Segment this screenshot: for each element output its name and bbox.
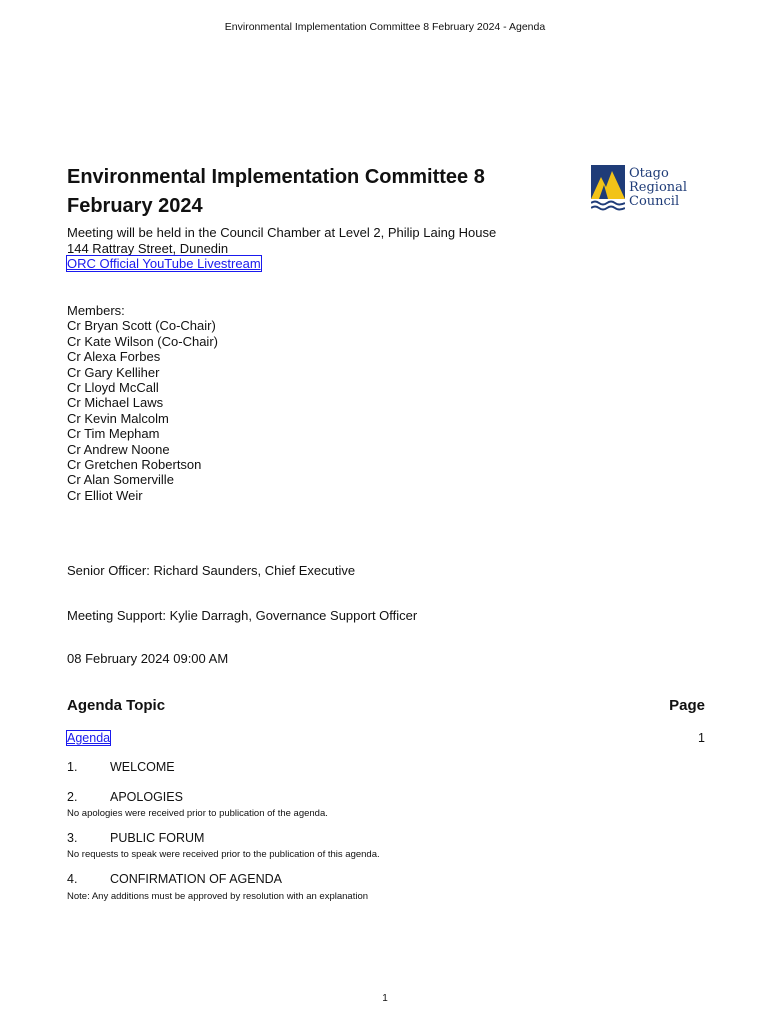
member-item: Cr Andrew Noone	[67, 441, 170, 457]
agenda-page-number: 1	[698, 731, 705, 745]
member-item: Cr Alexa Forbes	[67, 349, 161, 365]
agenda-item-title: CONFIRMATION OF AGENDA	[110, 872, 282, 886]
page-number: 1	[382, 993, 388, 1004]
meeting-support: Meeting Support: Kylie Darragh, Governance Support Officer	[67, 608, 418, 623]
agenda-item-note: No apologies were received prior to publication of the agenda.	[67, 808, 328, 819]
agenda-item-number: 4.	[67, 872, 78, 886]
otago-regional-council-logo	[591, 165, 701, 215]
page-title	[67, 163, 537, 221]
logo-word-1: Otago	[629, 166, 669, 181]
agenda-item-title: PUBLIC FORUM	[110, 831, 205, 845]
agenda-link[interactable]: Agenda	[67, 731, 111, 745]
logo-wordmark	[629, 167, 687, 209]
livestream-link[interactable]: ORC Official YouTube Livestream	[67, 256, 261, 271]
member-item: Cr Elliot Weir	[67, 487, 143, 503]
member-item: Cr Lloyd McCall	[67, 380, 159, 396]
logo-word-3: Council	[629, 194, 680, 209]
member-item: Cr Gretchen Robertson	[67, 457, 202, 473]
venue-block	[67, 225, 496, 272]
member-item: Cr Tim Mepham	[67, 426, 160, 442]
member-item: Cr Bryan Scott (Co-Chair)	[67, 318, 216, 334]
members-label: Members:	[67, 303, 125, 318]
senior-officer: Senior Officer: Richard Saunders, Chief Executive	[67, 563, 356, 578]
agenda-item-number: 1.	[67, 760, 78, 774]
agenda-item-number: 3.	[67, 831, 78, 845]
agenda-item-note: Note: Any additions must be approved by resolution with an explanation	[67, 891, 369, 902]
member-item: Cr Kevin Malcolm	[67, 410, 169, 426]
page-title-line-1: Environmental Implementation Committee 8	[67, 166, 485, 188]
page-title-line-2: February 2024	[67, 195, 203, 217]
member-item: Cr Michael Laws	[67, 395, 164, 411]
logo-word-2: Regional	[629, 180, 688, 195]
venue-line-2: 144 Rattray Street, Dunedin	[67, 240, 229, 256]
agenda-item-note: No requests to speak were received prior to the publication of this agenda.	[67, 849, 380, 860]
agenda-item-title: WELCOME	[110, 760, 175, 774]
meeting-datetime: 08 February 2024 09:00 AM	[67, 651, 229, 666]
agenda-topic-heading: Agenda Topic	[67, 697, 166, 714]
agenda-item-title: APOLOGIES	[110, 790, 183, 804]
member-item: Cr Alan Somerville	[67, 472, 174, 488]
member-item: Cr Gary Kelliher	[67, 364, 160, 380]
agenda-item-number: 2.	[67, 790, 78, 804]
member-item: Cr Kate Wilson (Co-Chair)	[67, 333, 218, 349]
running-header: Environmental Implementation Committee 8 February 2024 - Agenda	[224, 21, 546, 33]
mountain-icon	[591, 165, 625, 213]
venue-line-1: Meeting will be held in the Council Chamber at Level 2, Philip Laing House	[67, 225, 497, 240]
members-list	[67, 303, 218, 503]
page-heading: Page	[669, 697, 705, 714]
